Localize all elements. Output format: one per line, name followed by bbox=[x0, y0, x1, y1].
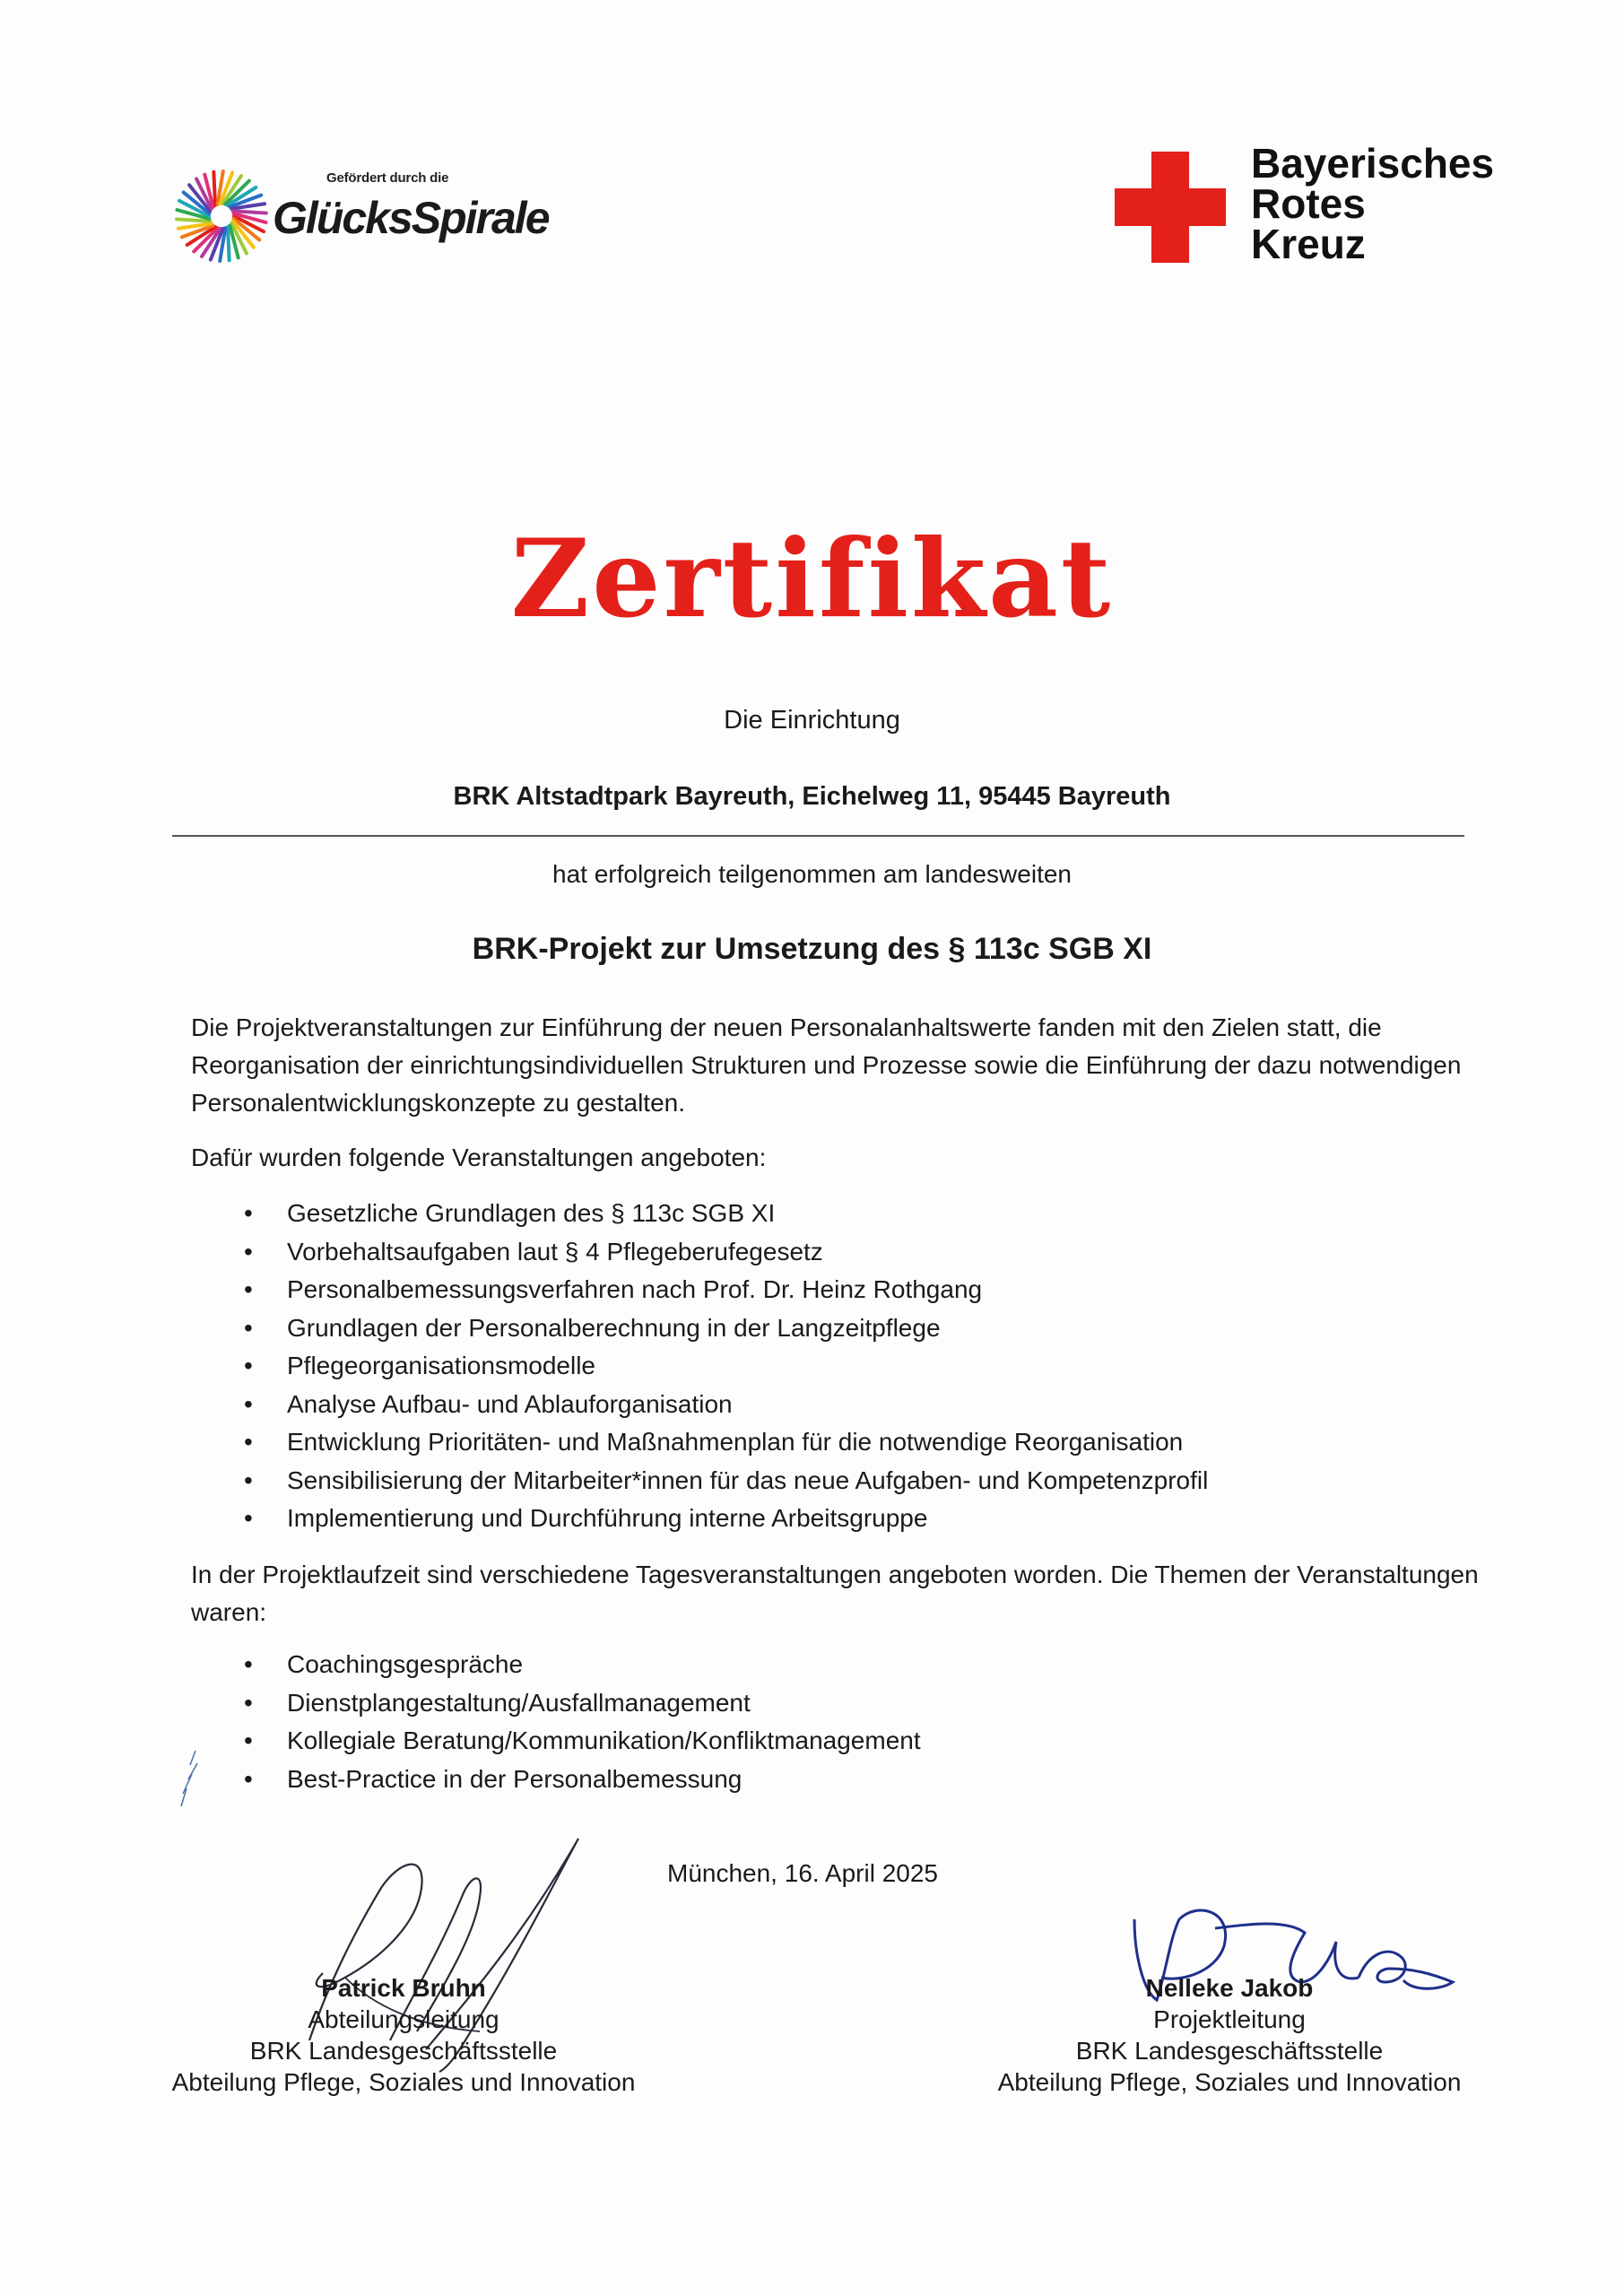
project-title: BRK-Projekt zur Umsetzung des § 113c SGB XI bbox=[472, 932, 1152, 966]
list-item: • Vorbehaltsaufgaben laut § 4 Pflegeberufegesetz bbox=[244, 1233, 1410, 1272]
brk-line-2: Rotes bbox=[1251, 180, 1366, 227]
divider-line bbox=[172, 835, 1464, 837]
list-item: • Personalbemessungsverfahren nach Prof. Dr. Heinz Rothgang bbox=[244, 1271, 1410, 1309]
signature-block-right bbox=[960, 1972, 1498, 2098]
spiral-ray bbox=[177, 219, 210, 221]
list-item: • Pflegeorganisationsmodelle bbox=[244, 1347, 1410, 1386]
spiral-ray bbox=[228, 227, 230, 260]
signer-role-right: Projektleitung bbox=[1153, 2005, 1306, 2033]
signer-name-left: Patrick Bruhn bbox=[321, 1974, 486, 2002]
participation-text: hat erfolgreich teilgenommen am landesweiten bbox=[552, 860, 1072, 888]
brk-line-1: Bayerisches bbox=[1251, 140, 1495, 187]
signer-name-right: Nelleke Jakob bbox=[1145, 1974, 1314, 2002]
list-item: • Entwicklung Prioritäten- und Maßnahmenplan für die notwendige Reorganisation bbox=[244, 1423, 1410, 1462]
list-item: • Grundlagen der Personalberechnung in der Langzeitpflege bbox=[244, 1309, 1410, 1348]
margin-scribble bbox=[170, 1747, 206, 1810]
events-list bbox=[244, 1195, 1410, 1538]
gluecksspirale-tagline: Gefördert durch die bbox=[326, 170, 449, 186]
list-item: • Dienstplangestaltung/Ausfallmanagement bbox=[244, 1684, 1410, 1723]
gluecksspirale-logo bbox=[172, 158, 549, 265]
spiral-wheel-icon bbox=[172, 167, 271, 265]
list-item: • Coachingsgespräche bbox=[244, 1646, 1410, 1684]
goals-paragraph: Die Projektveranstaltungen zur Einführung der neuen Personalanhaltswerte fanden mit den Zielen statt, die Reorganisation der einrichtungsindividuellen Strukturen und Prozesse sowie die Einführung der dazu notwendigen Personalentwicklungskonzepte zu gestalten. bbox=[191, 1013, 1462, 1117]
red-cross-icon bbox=[1115, 152, 1226, 263]
spiral-ray bbox=[233, 211, 266, 213]
list-item: • Kollegiale Beratung/Kommunikation/Konfliktmanagement bbox=[244, 1722, 1410, 1761]
certificate-title: Zertifikat bbox=[510, 516, 1114, 642]
list-item: • Implementierung und Durchführung interne Arbeitsgruppe bbox=[244, 1500, 1410, 1538]
spiral-ray bbox=[213, 172, 215, 205]
signer-dept-right: Abteilung Pflege, Soziales und Innovation bbox=[997, 2068, 1462, 2096]
signer-role-left: Abteilungsleitung bbox=[308, 2005, 499, 2033]
place-date: München, 16. April 2025 bbox=[667, 1859, 938, 1887]
signature-block-left bbox=[135, 1972, 673, 2098]
intro-text: Die Einrichtung bbox=[724, 706, 900, 735]
list-item: • Sensibilisierung der Mitarbeiter*innen für das neue Aufgaben- und Kompetenzprofil bbox=[244, 1462, 1410, 1500]
topics-intro: In der Projektlaufzeit sind verschiedene Tagesveranstaltungen angeboten worden. Die Themen der Veranstaltungen waren: bbox=[191, 1561, 1479, 1626]
signer-dept-left: Abteilung Pflege, Soziales und Innovation bbox=[171, 2068, 636, 2096]
topics-list bbox=[244, 1646, 1410, 1798]
brk-line-3: Kreuz bbox=[1251, 221, 1366, 267]
list-item: • Best-Practice in der Personalbemessung bbox=[244, 1761, 1410, 1799]
facility-name: BRK Altstadtpark Bayreuth, Eichelweg 11, 95445 Bayreuth bbox=[453, 782, 1171, 811]
list-item: • Analyse Aufbau- und Ablauforganisation bbox=[244, 1386, 1410, 1424]
list-item: • Gesetzliche Grundlagen des § 113c SGB XI bbox=[244, 1195, 1410, 1233]
events-intro: Dafür wurden folgende Veranstaltungen angeboten: bbox=[191, 1144, 767, 1171]
signer-org-right: BRK Landesgeschäftsstelle bbox=[1075, 2037, 1384, 2065]
brk-wordmark bbox=[1251, 140, 1495, 267]
signer-org-left: BRK Landesgeschäftsstelle bbox=[249, 2037, 558, 2065]
gluecksspirale-name: GlücksSpirale bbox=[273, 193, 549, 243]
